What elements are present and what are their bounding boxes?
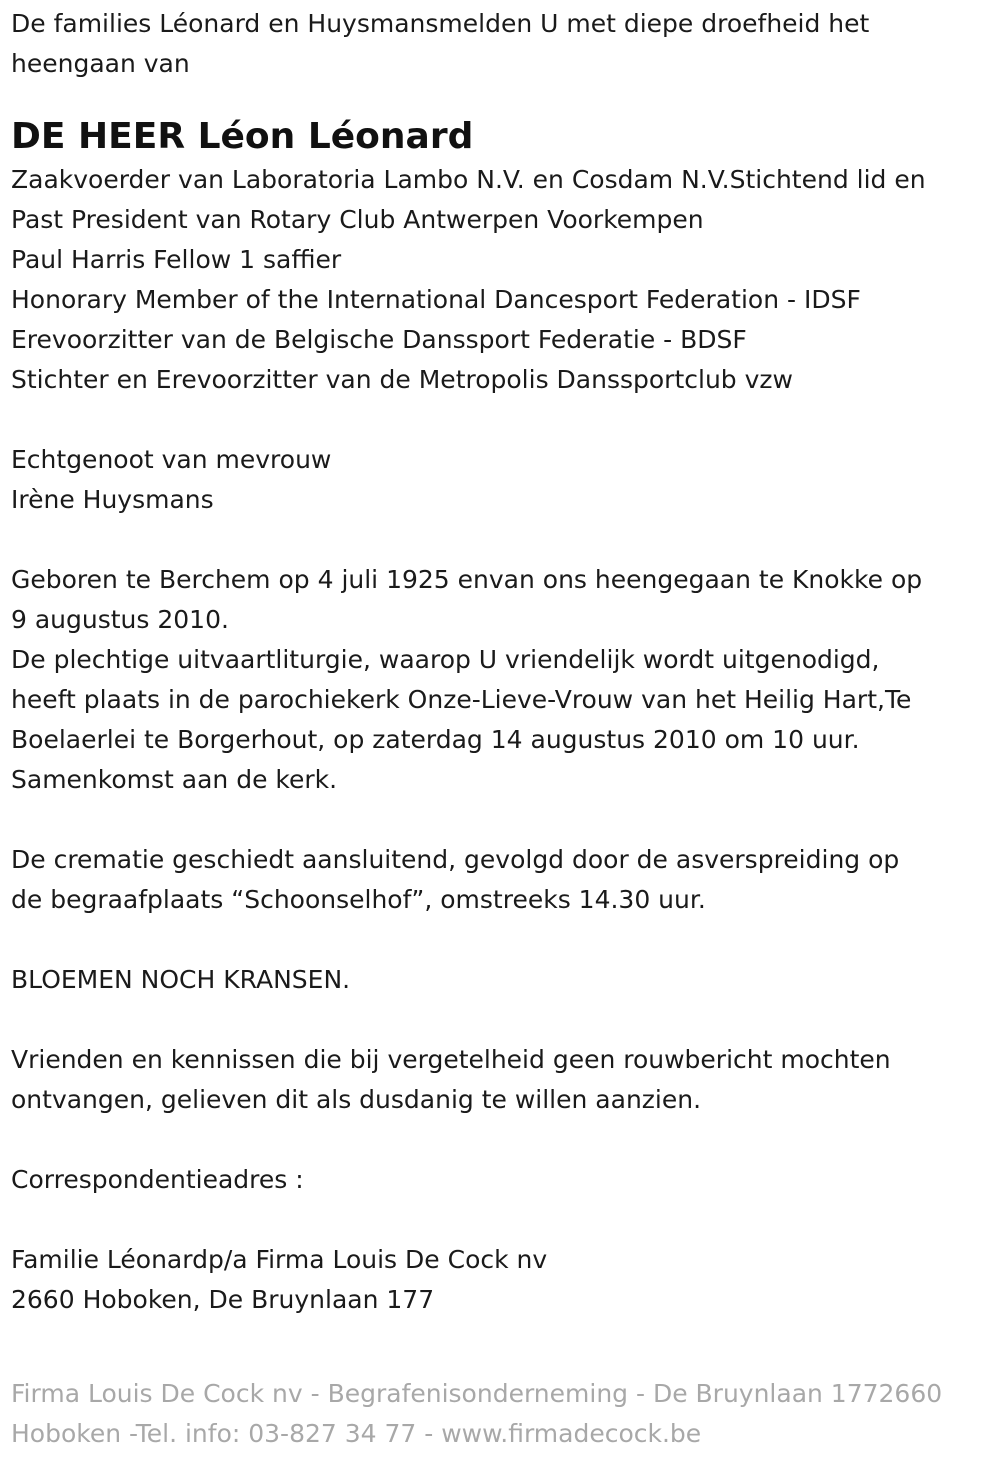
friends-line: ontvangen, gelieven dit als dusdanig te willen aanzien. bbox=[11, 1085, 702, 1114]
intro-text: De families Léonard en Huysmansmelden U met diepe droefheid het heengaan van bbox=[11, 9, 870, 78]
ceremony-line: heeft plaats in de parochiekerk Onze-Lieve-Vrouw van het Heilig Hart,Te bbox=[11, 685, 912, 714]
ceremony-line: 9 augustus 2010. bbox=[11, 605, 229, 634]
spacer bbox=[11, 1000, 991, 1040]
title-line: Paul Harris Fellow 1 saffier bbox=[11, 245, 342, 274]
ceremony-line: De plechtige uitvaartliturgie, waarop U vriendelijk wordt uitgenodigd, bbox=[11, 645, 880, 674]
title-line: Zaakvoerder van Laboratoria Lambo N.V. en Cosdam N.V.Stichtend lid en bbox=[11, 165, 926, 194]
deceased-name: DE HEER Léon Léonard bbox=[11, 116, 474, 157]
spacer bbox=[11, 1120, 991, 1160]
obituary-notice bbox=[11, 0, 991, 1320]
spacer bbox=[11, 800, 991, 840]
address-line: 2660 Hoboken, De Bruynlaan 177 bbox=[11, 1285, 435, 1314]
title-line: Erevoorzitter van de Belgische Danssport Federatie - BDSF bbox=[11, 325, 747, 354]
ceremony-line: Samenkomst aan de kerk. bbox=[11, 765, 338, 794]
footer-line: Hoboken -Tel. info: 03-827 34 77 - www.firmadecock.be bbox=[11, 1419, 702, 1448]
title-line: Past President van Rotary Club Antwerpen Voorkempen bbox=[11, 205, 704, 234]
cremation-line: de begraafplaats “Schoonselhof”, omstreeks 14.30 uur. bbox=[11, 885, 706, 914]
cremation-line: De crematie geschiedt aansluitend, gevolgd door de asverspreiding op bbox=[11, 845, 900, 874]
ceremony-line: Geboren te Berchem op 4 juli 1925 envan ons heengegaan te Knokke op bbox=[11, 565, 923, 594]
notice-body bbox=[11, 160, 991, 1320]
spacer bbox=[11, 920, 991, 960]
friends-line: Vrienden en kennissen die bij vergetelheid geen rouwbericht mochten bbox=[11, 1045, 891, 1074]
spacer bbox=[11, 520, 991, 560]
address-line: Familie Léonardp/a Firma Louis De Cock nv bbox=[11, 1245, 548, 1274]
title-line: Honorary Member of the International Dancesport Federation - IDSF bbox=[11, 285, 861, 314]
footer-line: Firma Louis De Cock nv - Begrafenisonderneming - De Bruynlaan 1772660 bbox=[11, 1379, 943, 1408]
title-line: Stichter en Erevoorzitter van de Metropolis Danssportclub vzw bbox=[11, 365, 793, 394]
spacer bbox=[11, 400, 991, 440]
correspondence-label: Correspondentieadres : bbox=[11, 1165, 304, 1194]
flowers-notice: BLOEMEN NOCH KRANSEN. bbox=[11, 965, 351, 994]
spouse-line: Echtgenoot van mevrouw bbox=[11, 445, 332, 474]
funeral-home-footer bbox=[11, 1374, 996, 1454]
spouse-name: Irène Huysmans bbox=[11, 485, 214, 514]
ceremony-line: Boelaerlei te Borgerhout, op zaterdag 14 augustus 2010 om 10 uur. bbox=[11, 725, 860, 754]
spacer bbox=[11, 1200, 991, 1240]
